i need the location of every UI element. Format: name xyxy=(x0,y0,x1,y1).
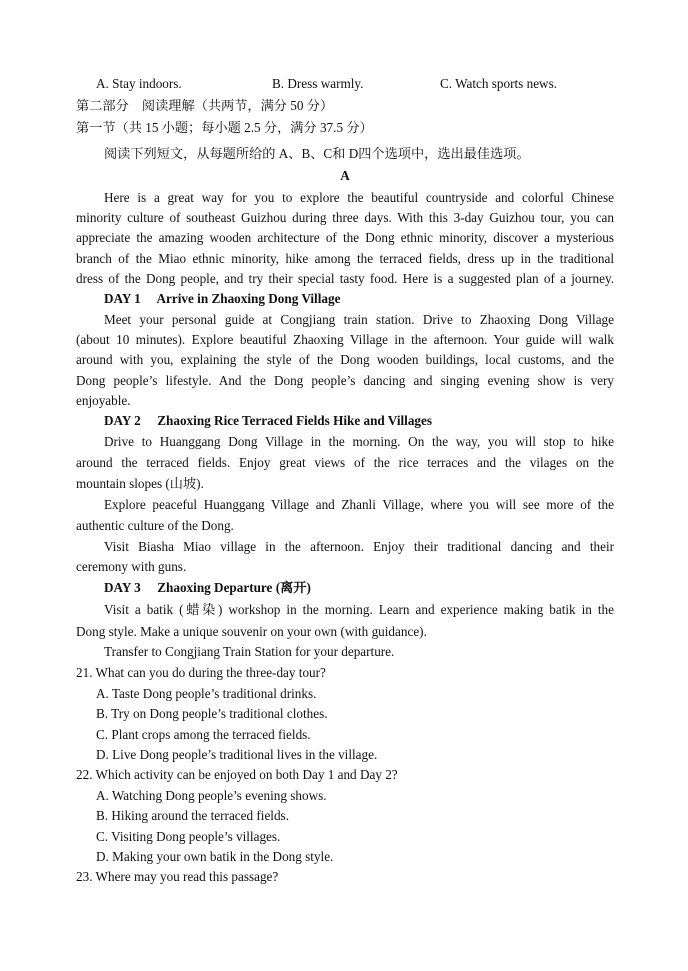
instruction: 阅读下列短文，从每题所给的 A、B、C和 D四个选项中，选出最佳选项。 xyxy=(104,146,530,161)
question-option: B. Hiking around the terraced fields. xyxy=(96,808,289,823)
intro-line: appreciate the amazing wooden architecture of the Dong ethnic minority, discover a mysterious xyxy=(76,230,614,245)
day3-line: Transfer to Congjiang Train Station for your departure. xyxy=(104,644,395,659)
question-option: A. Watching Dong people’s evening shows. xyxy=(96,788,327,803)
day1-line: around with you, explaining the style of the Dong wooden buildings, local customs, and the xyxy=(76,352,614,367)
day1-line: (about 10 minutes). Explore beautiful Zhaoxing Village in the afternoon. Your guide will walk xyxy=(76,332,614,347)
day2-line: Explore peaceful Huanggang Village and Zhanli Village, where you will see more of the xyxy=(104,497,614,512)
day2-line: around the terraced fields. Enjoy great views of the rice terraces and the vilages on the xyxy=(76,455,614,470)
day3-line: Visit a batik (蜡染) workshop in the morning. Learn and experience making batik in the xyxy=(104,602,614,617)
intro-line: minority culture of southeast Guizhou during three days. With this 3-day Guizhou tour, you can xyxy=(76,210,614,225)
question-stem: 23. Where may you read this passage? xyxy=(76,869,279,884)
day1-line: Dong people’s lifestyle. And the Dong people’s dancing and singing evening show is very xyxy=(76,373,614,388)
question-option: A. Taste Dong people’s traditional drinks. xyxy=(96,686,317,701)
section-title: 第二部分 阅读理解（共两节，满分 50 分） xyxy=(76,98,334,113)
prev-option-c: C. Watch sports news. xyxy=(440,76,558,91)
question-option: D. Live Dong people’s traditional lives in the village. xyxy=(96,747,378,762)
subsection-title: 第一节（共 15 小题；每小题 2.5 分，满分 37.5 分） xyxy=(76,120,373,135)
prev-option-b: B. Dress warmly. xyxy=(272,76,364,91)
intro-line: dress of the Dong people, and try their special tasty food. Here is a suggested plan of a journey. xyxy=(76,271,614,286)
day1-heading: DAY 1 Arrive in Zhaoxing Dong Village xyxy=(104,291,341,306)
day2-line: mountain slopes (山坡). xyxy=(76,476,204,491)
question-option: C. Plant crops among the terraced fields. xyxy=(96,727,311,742)
day1-line: enjoyable. xyxy=(76,393,131,408)
day2-heading: DAY 2 Zhaoxing Rice Terraced Fields Hike and Villages xyxy=(104,413,432,428)
day3-heading: DAY 3 Zhaoxing Departure (离开) xyxy=(104,580,311,595)
prev-option-a: A. Stay indoors. xyxy=(96,76,182,91)
question-option: D. Making your own batik in the Dong style. xyxy=(96,849,334,864)
question-stem: 22. Which activity can be enjoyed on both Day 1 and Day 2? xyxy=(76,767,398,782)
question-option: B. Try on Dong people’s traditional clothes. xyxy=(96,706,328,721)
day1-line: Meet your personal guide at Congjiang train station. Drive to Zhaoxing Dong Village xyxy=(104,312,614,327)
question-stem: 21. What can you do during the three-day tour? xyxy=(76,665,326,680)
day3-line: Dong style. Make a unique souvenir on your own (with guidance). xyxy=(76,624,427,639)
intro-line: branch of the Miao ethnic minority, hike among the terraced fields, dress up in the traditional xyxy=(76,251,614,266)
passage-letter: A xyxy=(340,168,350,183)
question-option: C. Visiting Dong people’s villages. xyxy=(96,829,281,844)
day2-line: Drive to Huanggang Dong Village in the morning. On the way, you will stop to hike xyxy=(104,434,614,449)
day2-line: authentic culture of the Dong. xyxy=(76,518,234,533)
intro-line: Here is a great way for you to explore the beautiful countryside and colorful Chinese xyxy=(104,190,614,205)
day2-line: Visit Biasha Miao village in the afternoon. Enjoy their traditional dancing and their xyxy=(104,539,614,554)
day2-line: ceremony with guns. xyxy=(76,559,187,574)
